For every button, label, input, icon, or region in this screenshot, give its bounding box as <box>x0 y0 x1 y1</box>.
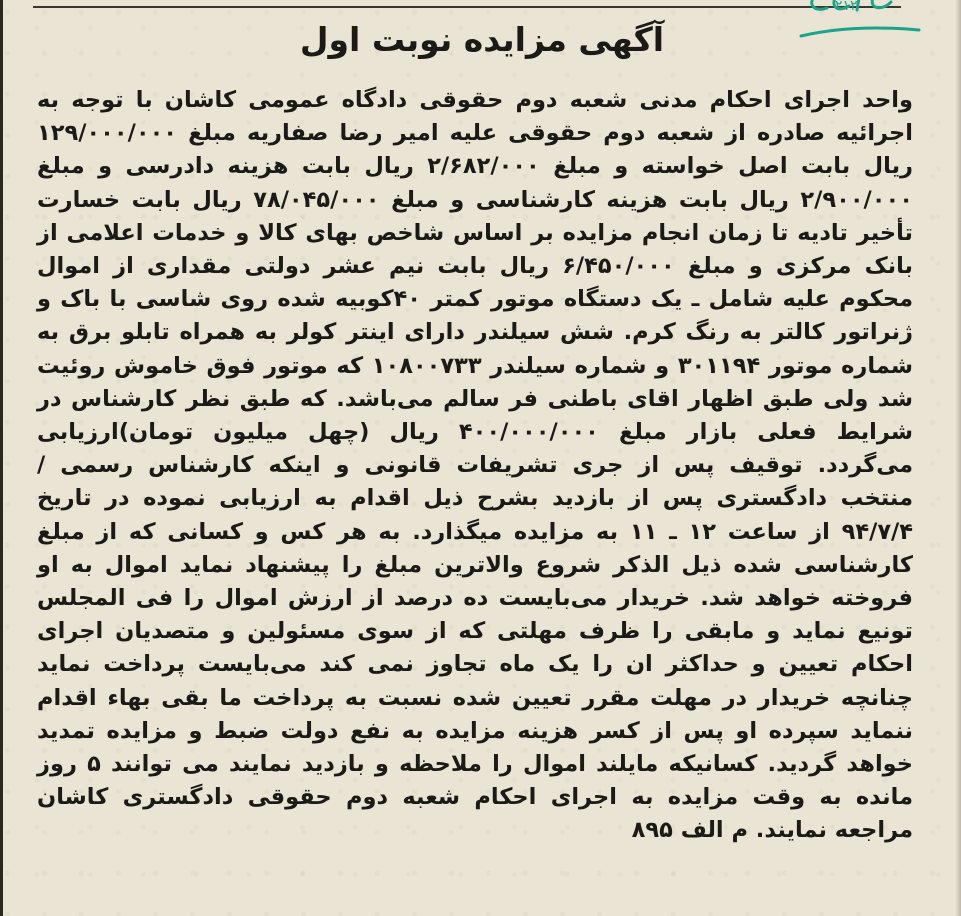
top-rule <box>33 6 901 8</box>
clipping-edge <box>955 0 961 916</box>
notice-body: واحد اجرای احکام مدنی شعبه دوم حقوقی دادگاه عمومی کاشان با توجه به اجرائیه صادره از شعبه دوم حقوقی علیه امیر رضا صفاریه مبلغ ۱۲۹/۰۰۰/۰۰۰ ریال بابت اصل خواسته و مبلغ ۲/۶۸۲/۰۰۰ ریال بابت هزینه دادرسی و مبلغ ۲/۹۰۰/۰۰۰ ریال بابت هزینه کارشناسی و مبلغ ۷۸/۰۴۵/۰۰۰ ریال بابت خسارت تأخیر تادیه تا زمان انجام مزایده بر اساس شاخص بهای کالا و خدمات اعلامی از بانک مرکزی و مبلغ ۶/۴۵۰/۰۰۰ ریال بابت نیم عشر دولتی مقداری از اموال محکوم علیه شامل ـ یک دستگاه موتور کمتر ۴۰کوبیه شده روی شاسی با باک و ژنراتور کالتر به رنگ کرم. شش سیلندر دارای اینتر کولر به همراه تابلو برق به شماره موتور ۳۰۱۱۹۴ و شماره سیلندر ۱۰۸۰۰۷۳۳ که موتور فوق خاموش روئیت شد ولی طبق اظهار اقای باطنی فر سالم می‌باشد. که طبق نظر کارشناس در شرایط فعلی بازار مبلغ ۴۰۰/۰۰۰/۰۰۰ ریال (چهل میلیون تومان)ارزیابی می‌گردد. توقیف پس از جری تشریفات قانونی و اینکه کارشناس رسمی / منتخب دادگستری پس از بازدید بشرح ذیل اقدام به ارزیابی نموده در تاریخ ۹۴/۷/۴ از ساعت ۱۲ ـ ۱۱ به مزایده میگذارد. به هر کس و کسانی که از مبلغ کارشناسی شده ذیل الذکر شروع والاترین مبلغ را پیشنهاد نماید اموال به او فروخته خواهد شد. خریدار می‌بایست ده درصد از ارزش اموال را فی المجلس تونیع نماید و مابقی را ظرف مهلتی که از سوی مسئولین و متصدیان اجرای احکام تعیین و حداکثر ان را یک ماه تجاوز نمی کند می‌بایست پرداخت نماید چنانچه خریدار در مهلت مقرر تعیین شده نسبت به پرداخت ما بقی بهاء اقدام ننماید سپرده او پس از کسر هزینه مزایده به نفع دولت ضبط و مزایده تمدید خواهد گردید. کسانیکه مایلند اموال را ملاحظه و بازدید نمایند می توانند ۵ روز مانده به وقت مزایده به اجرای احکام شعبه دوم حقوقی دادگستری کاشان مراجعه نمایند. م الف ۸۹۵ <box>37 87 914 844</box>
notice-title: آگهی مزایده نوبت اول <box>299 20 665 59</box>
corner-mark: ۲۱۲ <box>835 0 858 14</box>
